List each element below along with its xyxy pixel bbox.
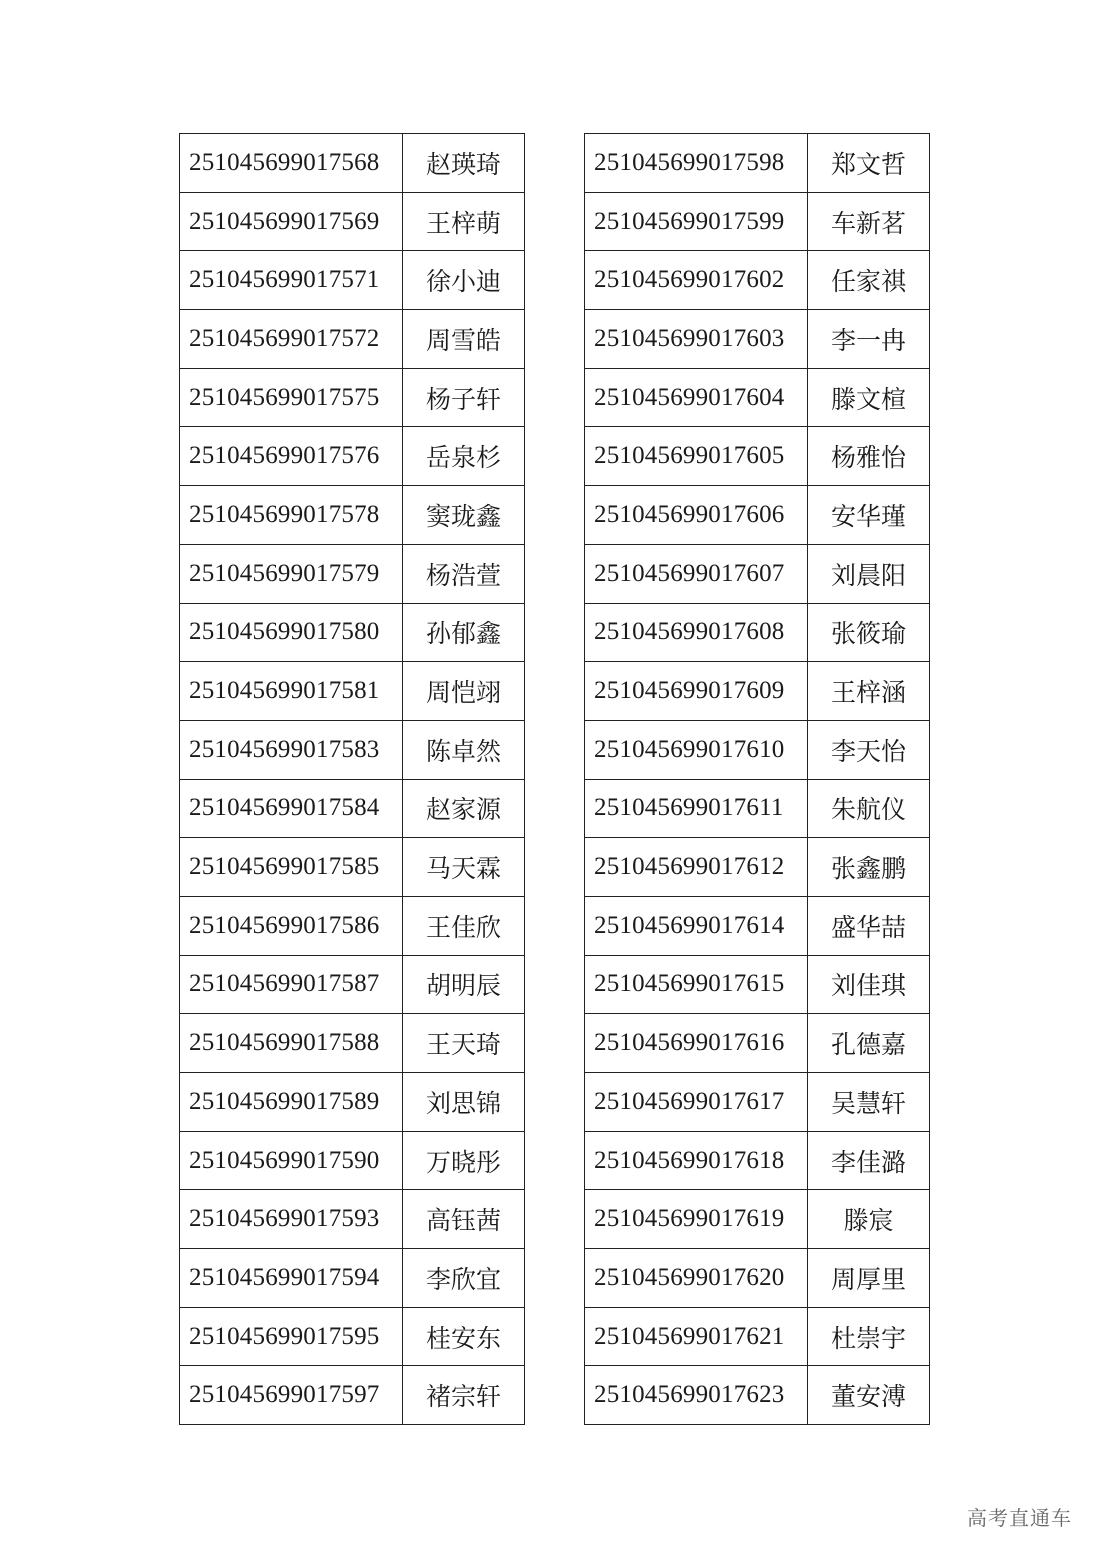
- candidate-name-cell: 王佳欣: [403, 896, 525, 955]
- candidate-name-cell: 杜崇宇: [808, 1307, 930, 1366]
- candidate-name-cell: 杨浩萱: [403, 544, 525, 603]
- table-row: [180, 896, 525, 955]
- table-row: [585, 134, 930, 193]
- candidate-name-cell: 陈卓然: [403, 720, 525, 779]
- table-row: [585, 1190, 930, 1249]
- candidate-name-cell: 朱航仪: [808, 779, 930, 838]
- table-row: [180, 368, 525, 427]
- candidate-name-cell: 滕文楦: [808, 368, 930, 427]
- candidate-name-cell: 周雪皓: [403, 310, 525, 369]
- candidate-name-cell: 赵瑛琦: [403, 134, 525, 193]
- candidate-id-cell: 251045699017588: [180, 1014, 403, 1073]
- table-row: [180, 1307, 525, 1366]
- candidate-name-cell: 李佳潞: [808, 1131, 930, 1190]
- table-row: [585, 1366, 930, 1425]
- candidate-name-cell: 董安溥: [808, 1366, 930, 1425]
- candidate-id-cell: 251045699017615: [585, 955, 808, 1014]
- candidate-id-cell: 251045699017620: [585, 1249, 808, 1308]
- table-row: [585, 1307, 930, 1366]
- table-row: [585, 1249, 930, 1308]
- table-row: [585, 720, 930, 779]
- candidate-id-cell: 251045699017619: [585, 1190, 808, 1249]
- table-row: [180, 192, 525, 251]
- candidate-name-cell: 孔德嘉: [808, 1014, 930, 1073]
- candidate-name-cell: 赵家源: [403, 779, 525, 838]
- candidate-id-cell: 251045699017594: [180, 1249, 403, 1308]
- candidate-id-cell: 251045699017589: [180, 1073, 403, 1132]
- candidate-id-cell: 251045699017581: [180, 662, 403, 721]
- candidate-name-cell: 郑文哲: [808, 134, 930, 193]
- candidate-id-cell: 251045699017576: [180, 427, 403, 486]
- table-row: [180, 1131, 525, 1190]
- roster-table-right-body: [585, 134, 930, 1425]
- table-row: [585, 1131, 930, 1190]
- table-row: [180, 544, 525, 603]
- candidate-id-cell: 251045699017617: [585, 1073, 808, 1132]
- candidate-name-cell: 岳泉杉: [403, 427, 525, 486]
- candidate-name-cell: 胡明辰: [403, 955, 525, 1014]
- candidate-name-cell: 周恺翊: [403, 662, 525, 721]
- table-row: [180, 720, 525, 779]
- candidate-id-cell: 251045699017610: [585, 720, 808, 779]
- candidate-id-cell: 251045699017587: [180, 955, 403, 1014]
- table-row: [180, 1073, 525, 1132]
- candidate-id-cell: 251045699017597: [180, 1366, 403, 1425]
- candidate-name-cell: 马天霖: [403, 838, 525, 897]
- table-row: [585, 192, 930, 251]
- candidate-id-cell: 251045699017623: [585, 1366, 808, 1425]
- candidate-name-cell: 王梓萌: [403, 192, 525, 251]
- table-row: [180, 427, 525, 486]
- candidate-id-cell: 251045699017579: [180, 544, 403, 603]
- candidate-id-cell: 251045699017605: [585, 427, 808, 486]
- table-row: [180, 779, 525, 838]
- table-row: [180, 1190, 525, 1249]
- candidate-id-cell: 251045699017606: [585, 486, 808, 545]
- candidate-id-cell: 251045699017593: [180, 1190, 403, 1249]
- table-row: [585, 603, 930, 662]
- watermark-text: 高考直通车: [967, 1506, 1072, 1530]
- table-row: [180, 1366, 525, 1425]
- table-row: [180, 1249, 525, 1308]
- table-row: [585, 1014, 930, 1073]
- candidate-id-cell: 251045699017612: [585, 838, 808, 897]
- roster-table-left-body: [180, 134, 525, 1425]
- candidate-id-cell: 251045699017618: [585, 1131, 808, 1190]
- candidate-id-cell: 251045699017585: [180, 838, 403, 897]
- table-row: [585, 427, 930, 486]
- candidate-name-cell: 徐小迪: [403, 251, 525, 310]
- candidate-name-cell: 杨雅怡: [808, 427, 930, 486]
- table-row: [180, 838, 525, 897]
- roster-table-left: [179, 133, 525, 1425]
- table-row: [180, 603, 525, 662]
- candidate-name-cell: 张筱瑜: [808, 603, 930, 662]
- candidate-name-cell: 孙郁鑫: [403, 603, 525, 662]
- candidate-name-cell: 刘佳琪: [808, 955, 930, 1014]
- table-row: [180, 1014, 525, 1073]
- candidate-id-cell: 251045699017580: [180, 603, 403, 662]
- candidate-id-cell: 251045699017621: [585, 1307, 808, 1366]
- candidate-name-cell: 滕宸: [808, 1190, 930, 1249]
- candidate-name-cell: 万晓彤: [403, 1131, 525, 1190]
- table-row: [585, 838, 930, 897]
- candidate-name-cell: 刘思锦: [403, 1073, 525, 1132]
- table-row: [585, 779, 930, 838]
- table-row: [585, 955, 930, 1014]
- candidate-name-cell: 李天怡: [808, 720, 930, 779]
- candidate-id-cell: 251045699017569: [180, 192, 403, 251]
- table-row: [180, 251, 525, 310]
- table-row: [585, 1073, 930, 1132]
- table-row: [180, 955, 525, 1014]
- table-row: [180, 486, 525, 545]
- candidate-id-cell: 251045699017584: [180, 779, 403, 838]
- candidate-id-cell: 251045699017583: [180, 720, 403, 779]
- candidate-name-cell: 李一冉: [808, 310, 930, 369]
- candidate-name-cell: 高钰茜: [403, 1190, 525, 1249]
- table-row: [585, 896, 930, 955]
- table-row: [585, 544, 930, 603]
- table-row: [585, 368, 930, 427]
- candidate-id-cell: 251045699017575: [180, 368, 403, 427]
- table-row: [585, 310, 930, 369]
- candidate-id-cell: 251045699017572: [180, 310, 403, 369]
- candidate-id-cell: 251045699017598: [585, 134, 808, 193]
- table-row: [180, 134, 525, 193]
- candidate-name-cell: 任家祺: [808, 251, 930, 310]
- candidate-id-cell: 251045699017602: [585, 251, 808, 310]
- candidate-id-cell: 251045699017604: [585, 368, 808, 427]
- candidate-name-cell: 安华瑾: [808, 486, 930, 545]
- candidate-id-cell: 251045699017614: [585, 896, 808, 955]
- table-row: [585, 662, 930, 721]
- candidate-name-cell: 窦珑鑫: [403, 486, 525, 545]
- candidate-name-cell: 王梓涵: [808, 662, 930, 721]
- candidate-name-cell: 吴慧轩: [808, 1073, 930, 1132]
- candidate-name-cell: 褚宗轩: [403, 1366, 525, 1425]
- candidate-name-cell: 杨子轩: [403, 368, 525, 427]
- candidate-id-cell: 251045699017603: [585, 310, 808, 369]
- candidate-id-cell: 251045699017578: [180, 486, 403, 545]
- candidate-name-cell: 王天琦: [403, 1014, 525, 1073]
- candidate-name-cell: 刘晨阳: [808, 544, 930, 603]
- roster-table-right: [584, 133, 930, 1425]
- candidate-id-cell: 251045699017590: [180, 1131, 403, 1190]
- candidate-id-cell: 251045699017571: [180, 251, 403, 310]
- candidate-name-cell: 桂安东: [403, 1307, 525, 1366]
- candidate-id-cell: 251045699017611: [585, 779, 808, 838]
- candidate-id-cell: 251045699017568: [180, 134, 403, 193]
- candidate-id-cell: 251045699017586: [180, 896, 403, 955]
- table-row: [180, 662, 525, 721]
- candidate-name-cell: 盛华喆: [808, 896, 930, 955]
- candidate-id-cell: 251045699017616: [585, 1014, 808, 1073]
- table-row: [585, 486, 930, 545]
- candidate-name-cell: 李欣宜: [403, 1249, 525, 1308]
- candidate-id-cell: 251045699017599: [585, 192, 808, 251]
- candidate-name-cell: 周厚里: [808, 1249, 930, 1308]
- candidate-id-cell: 251045699017608: [585, 603, 808, 662]
- candidate-name-cell: 张鑫鹏: [808, 838, 930, 897]
- candidate-id-cell: 251045699017609: [585, 662, 808, 721]
- table-row: [180, 310, 525, 369]
- candidate-id-cell: 251045699017607: [585, 544, 808, 603]
- candidate-id-cell: 251045699017595: [180, 1307, 403, 1366]
- candidate-name-cell: 车新茗: [808, 192, 930, 251]
- table-row: [585, 251, 930, 310]
